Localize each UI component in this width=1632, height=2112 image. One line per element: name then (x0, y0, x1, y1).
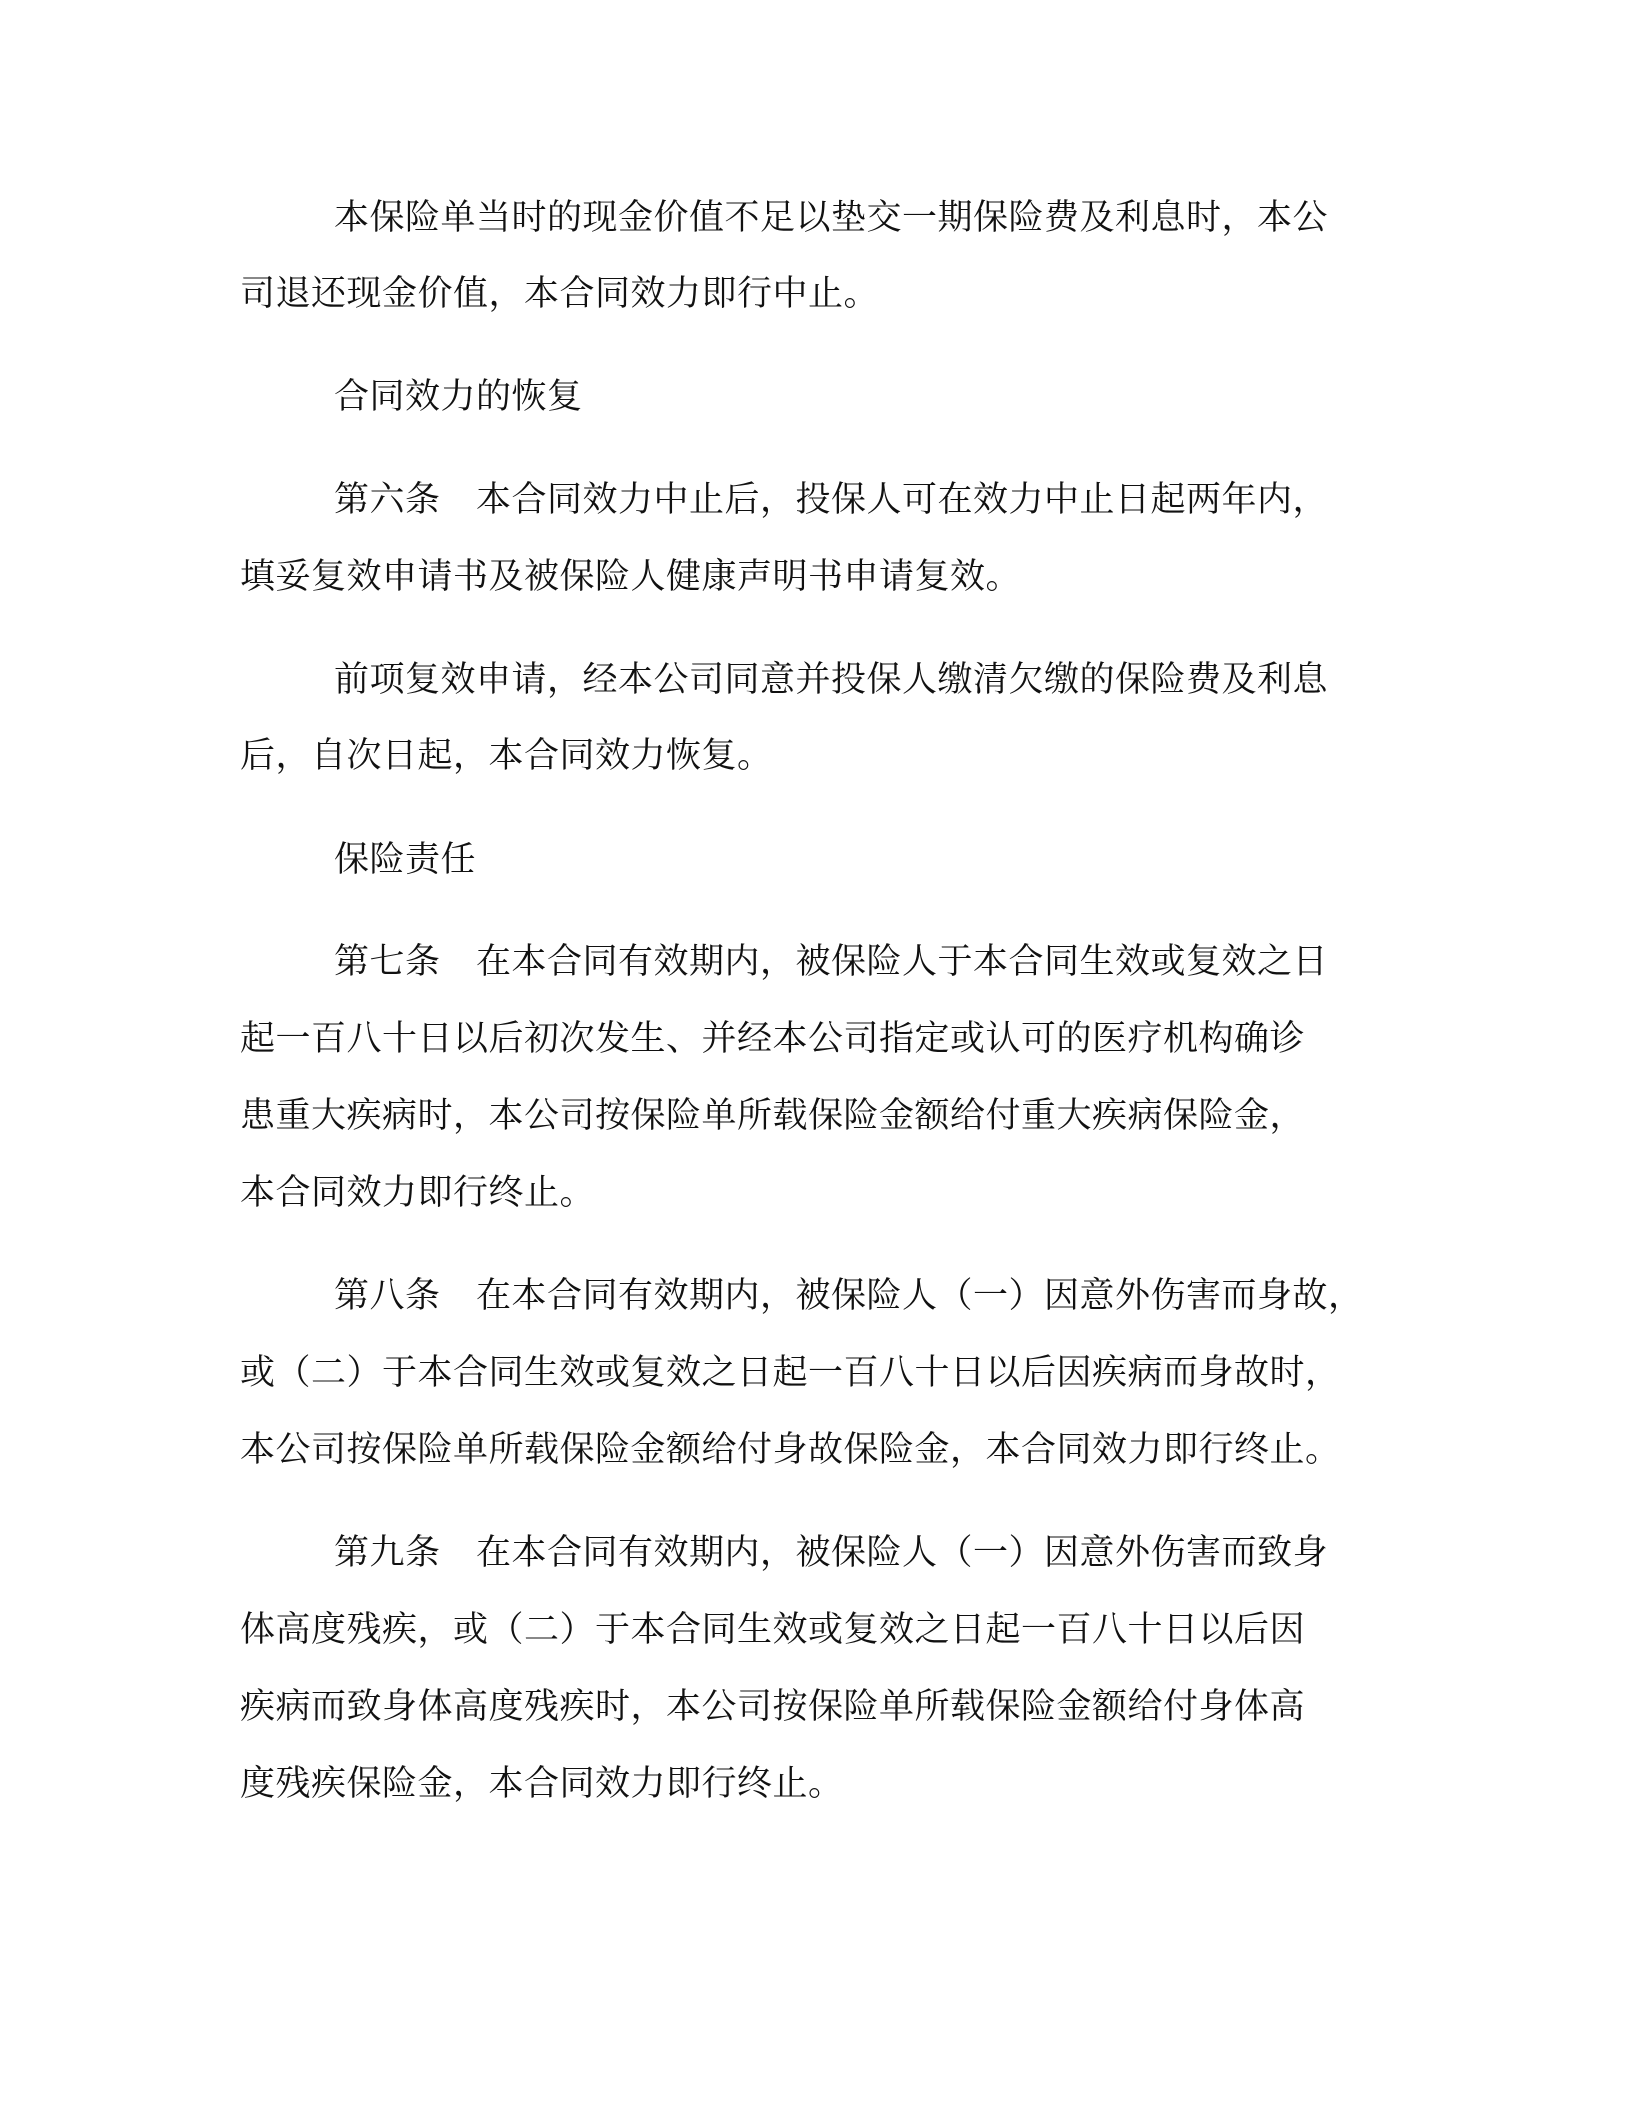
paragraph-line: 本保险单当时的现金价值不足以垫交一期保险费及利息时，本公 (334, 198, 1329, 238)
paragraph-line: 前项复效申请，经本公司同意并投保人缴清欠缴的保险费及利息 (334, 660, 1329, 700)
paragraph-line: 第六条 本合同效力中止后，投保人可在效力中止日起两年内， (334, 480, 1329, 520)
section-heading: 保险责任 (334, 840, 477, 880)
section-heading: 合同效力的恢复 (334, 377, 583, 417)
paragraph-line: 疾病而致身体高度残疾时，本公司按保险单所载保险金额给付身体高 (240, 1687, 1306, 1727)
paragraph-line: 本合同效力即行终止。 (240, 1173, 596, 1213)
paragraph-line: 体高度残疾，或（二）于本合同生效或复效之日起一百八十日以后因 (240, 1610, 1306, 1650)
paragraph-line: 度残疾保险金，本合同效力即行终止。 (240, 1764, 844, 1804)
paragraph-line: 司退还现金价值，本合同效力即行中止。 (240, 274, 880, 314)
paragraph-line: 第九条 在本合同有效期内，被保险人（一）因意外伤害而致身 (334, 1533, 1329, 1573)
paragraph-line: 填妥复效申请书及被保险人健康声明书申请复效。 (240, 557, 1022, 597)
paragraph-line: 患重大疾病时，本公司按保险单所载保险金额给付重大疾病保险金， (240, 1096, 1306, 1136)
paragraph-line: 第八条 在本合同有效期内，被保险人（一）因意外伤害而身故， (334, 1276, 1364, 1316)
paragraph-line: 或（二）于本合同生效或复效之日起一百八十日以后因疾病而身故时， (240, 1353, 1341, 1393)
paragraph-line: 后，自次日起，本合同效力恢复。 (240, 736, 773, 776)
paragraph-line: 起一百八十日以后初次发生、并经本公司指定或认可的医疗机构确诊 (240, 1019, 1306, 1059)
paragraph-line: 本公司按保险单所载保险金额给付身故保险金，本合同效力即行终止。 (240, 1430, 1341, 1470)
paragraph-line: 第七条 在本合同有效期内，被保险人于本合同生效或复效之日 (334, 942, 1329, 982)
